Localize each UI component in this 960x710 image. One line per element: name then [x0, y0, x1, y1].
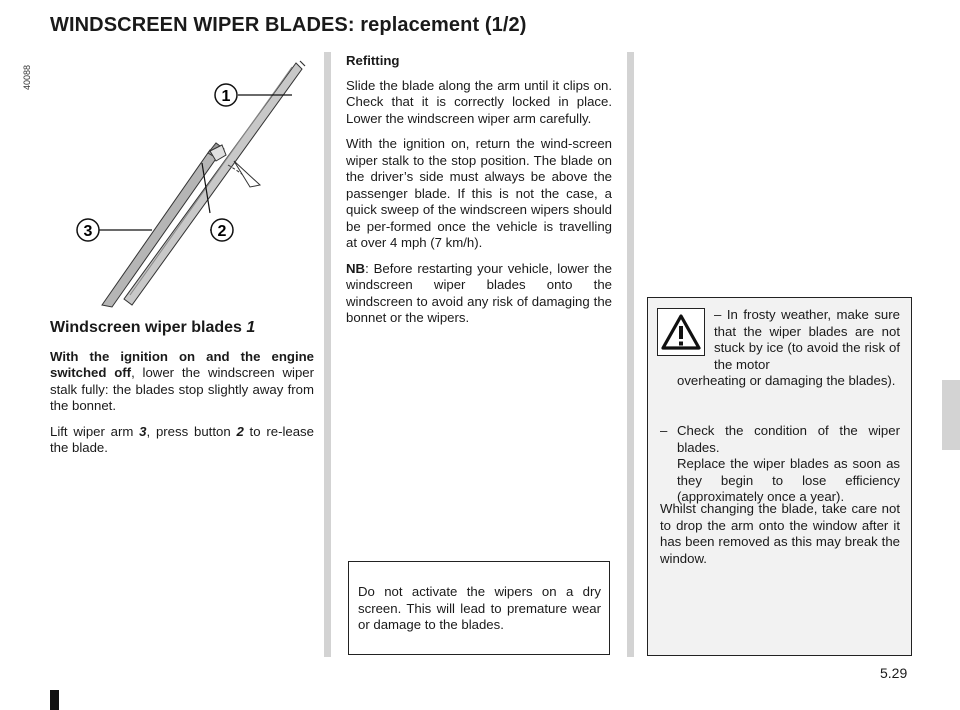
column-divider-left: [324, 52, 331, 657]
warning-triangle-icon: [657, 308, 705, 356]
left-column: [50, 320, 314, 466]
warning-closing: Whilst changing the blade, take care not to drop the arm onto the window after it has been removed as this may break the window.: [660, 501, 900, 566]
nb-paragraph: NB: Before restarting your vehicle, lower the windscreen wiper blades onto the windscreen to avoid any risk of damaging the bonnet or the wipers.: [346, 260, 612, 325]
illustration-code: 40088: [22, 64, 32, 90]
instruction-paragraph-2: Lift wiper arm 3, press button 2 to re-lease the blade.: [50, 423, 314, 455]
heading-ref: 1: [246, 319, 256, 336]
warning-item-1-continued: overheating or damaging the blades).: [677, 373, 896, 388]
callout-1-label: 1: [221, 88, 231, 105]
refitting-subheading: Refitting: [346, 53, 400, 68]
warning-box: [647, 297, 912, 656]
wiper-blade-illustration: [60, 55, 320, 315]
corner-mark: [50, 690, 59, 710]
callout-2-label: 2: [217, 223, 227, 240]
section-heading: Windscreen wiper blades 1: [50, 319, 256, 336]
instruction-paragraph-1: With the ignition on and the engine switched off, lower the windscreen wiper stalk fully: the blades stop slightly away from the bonnet.: [50, 348, 314, 413]
page-number: 5.29: [880, 665, 908, 681]
refitting-paragraph-2: With the ignition on, return the wind-screen wiper stalk to the stop position. The blade on the driver’s side must always be above the passenger blade. If this is not the case, a quick sweep of the windscreen wipers should be per-formed once the vehicle is travelling at over 4 mph (7 km/h).: [346, 136, 612, 250]
column-divider-right: [627, 52, 634, 657]
middle-column: [346, 53, 612, 336]
callout-3-label: 3: [83, 223, 93, 240]
page-title: WINDSCREEN WIPER BLADES: replacement (1/2): [50, 14, 527, 36]
note-text: Do not activate the wipers on a dry screen. This will lead to premature wear or damage to the blades.: [358, 584, 601, 632]
chapter-tab: [942, 380, 960, 450]
note-box: [348, 561, 610, 655]
warning-item-2: – Check the condition of the wiper blades. Replace the wiper blades as soon as they begin to lose efficiency (approximately once a year).: [660, 423, 900, 504]
refitting-paragraph-1: Slide the blade along the arm until it clips on. Check that it is correctly locked in place. Lower the windscreen wiper arm carefully.: [346, 77, 612, 126]
warning-item-1: – In frosty weather, make sure that the wiper blades are not stuck by ice (to avoid the risk of the motor: [714, 307, 900, 372]
